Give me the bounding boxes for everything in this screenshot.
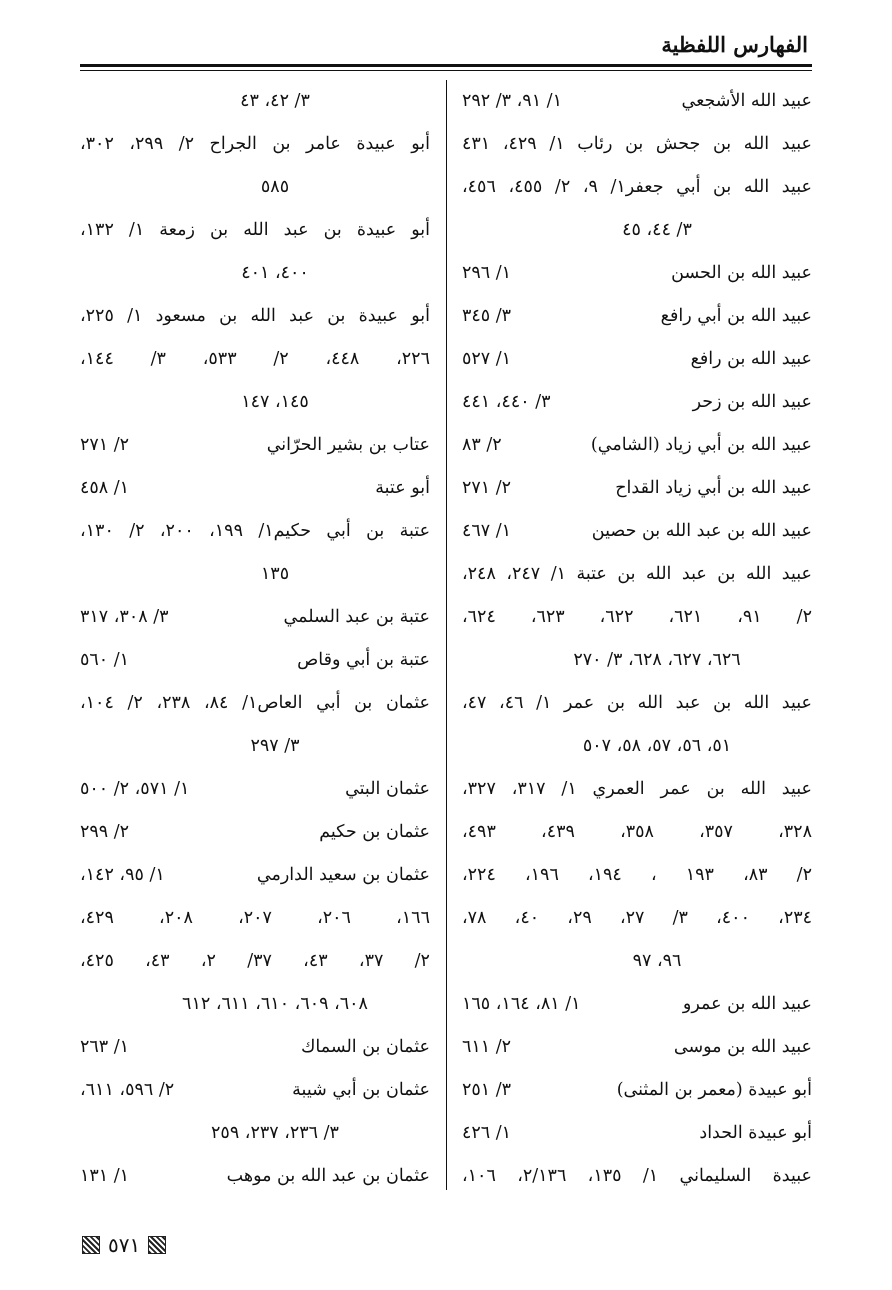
entry-refs: ٢/ ٢٧١ (80, 435, 130, 455)
index-line (80, 123, 430, 166)
index-entry (80, 768, 430, 811)
entry-name: عثمان بن أبي شيبة (292, 1080, 430, 1100)
index-entry (80, 424, 430, 467)
line-text: ٦٠٨، ٦٠٩، ٦١٠، ٦١١، ٦١٢ (182, 994, 368, 1014)
entry-name: عتبة بن عبد السلمي (283, 607, 430, 627)
index-entry (80, 639, 430, 682)
line-text: عبيد الله بن جحش بن رئاب ١/ ٤٢٩، ٤٣١ (462, 134, 812, 154)
entry-name: عبيد الله بن رافع (690, 349, 812, 369)
index-line (80, 209, 430, 252)
index-entry (462, 1069, 812, 1112)
entry-refs: ٢/ ٨٣ (462, 435, 502, 455)
entry-name: عثمان بن سعيد الدارمي (256, 865, 430, 885)
line-text: عتبة بن أبي حكيم١/ ١٩٩، ٢٠٠، ٢/ ١٣٠، (80, 521, 430, 541)
line-text: ٣٢٨، ٣٥٧، ٣٥٨، ٤٣٩، ٤٩٣، (462, 822, 812, 842)
entry-name: عثمان البتي (345, 779, 430, 799)
line-text: عبيد الله بن عبد الله بن عمر ١/ ٤٦، ٤٧، (462, 693, 812, 713)
entry-refs: ١/ ٤٦٧ (462, 521, 512, 541)
entry-refs: ١/ ٢٩٦ (462, 263, 512, 283)
entry-name: عبيد الله بن الحسن (671, 263, 812, 283)
entry-refs: ١/ ٤٢٦ (462, 1123, 512, 1143)
header-rule-thin (80, 70, 812, 71)
line-text: أبو عبيدة عامر بن الجراح ٢/ ٢٩٩، ٣٠٢، (80, 134, 430, 154)
entry-refs: ٣/ ٢٥١ (462, 1080, 512, 1100)
entry-name: عبيد الله بن أبي زياد القداح (615, 478, 812, 498)
entry-refs: ٢/ ٥٩٦، ٦١١، (80, 1080, 175, 1100)
index-continuation (80, 725, 430, 768)
index-continuation (462, 209, 812, 252)
ornament-icon (148, 1236, 166, 1254)
index-entry (462, 1026, 812, 1069)
index-continuation (80, 80, 430, 123)
index-line (462, 166, 812, 209)
index-line (462, 1155, 812, 1198)
line-text: أبو عبيدة بن عبد الله بن مسعود ١/ ٢٢٥، (80, 306, 430, 326)
entry-name: أبو عبيدة الحداد (699, 1123, 812, 1143)
index-entry (462, 424, 812, 467)
page-header (80, 26, 812, 62)
entry-refs: ٢/ ٦١١ (462, 1037, 512, 1057)
entry-refs: ١/ ٥٢٧ (462, 349, 512, 369)
line-text: عبيد الله بن عبد الله بن عتبة ١/ ٢٤٧، ٢٤٨، (462, 564, 812, 584)
entry-name: عبيد الله بن أبي رافع (660, 306, 812, 326)
index-continuation (462, 725, 812, 768)
index-line (462, 768, 812, 811)
entry-name: عتاب بن بشير الحرّاني (266, 435, 430, 455)
line-text: ٥١، ٥٦، ٥٧، ٥٨، ٥٠٧ (582, 736, 732, 756)
index-continuation (80, 166, 430, 209)
entry-refs: ١/ ٤٥٨ (80, 478, 130, 498)
index-column-left (80, 80, 430, 1198)
index-line (80, 897, 430, 940)
line-text: ٢/ ٩١، ٦٢١، ٦٢٢، ٦٢٣، ٦٢٤، (462, 607, 812, 627)
entry-name: عثمان بن السماك (300, 1037, 430, 1057)
index-line (462, 897, 812, 940)
line-text: ١٤٥، ١٤٧ (241, 392, 309, 412)
line-text: ٦٢٦، ٦٢٧، ٦٢٨، ٣/ ٢٧٠ (573, 650, 741, 670)
index-entry (80, 1069, 430, 1112)
line-text: أبو عبيدة بن عبد الله بن زمعة ١/ ١٣٢، (80, 220, 430, 240)
index-continuation (462, 940, 812, 983)
line-text: ١٣٥ (260, 564, 290, 584)
line-text: عثمان بن أبي العاص١/ ٨٤، ٢٣٨، ٢/ ١٠٤، (80, 693, 430, 713)
entry-refs: ٣/ ٣٤٥ (462, 306, 512, 326)
index-entry (462, 1112, 812, 1155)
line-text: ١٦٦، ٢٠٦، ٢٠٧، ٢٠٨، ٤٢٩، (80, 908, 430, 928)
entry-name: عبيد الله بن عمرو (682, 994, 812, 1014)
entry-name: عتبة بن أبي وقاص (297, 650, 430, 670)
index-line (462, 854, 812, 897)
entry-name: عبيد الله الأشجعي (681, 91, 812, 111)
entry-name: أبو عبيدة (معمر بن المثنى) (616, 1080, 812, 1100)
index-entry (80, 1155, 430, 1198)
index-entry (80, 596, 430, 639)
entry-refs: ١/ ١٣١ (80, 1166, 130, 1186)
entry-refs: ١/ ٥٦٠ (80, 650, 130, 670)
index-entry (462, 381, 812, 424)
line-text: ٣/ ٢٣٦، ٢٣٧، ٢٥٩ (211, 1123, 339, 1143)
index-line (80, 295, 430, 338)
entry-refs: ٣/ ٣٠٨، ٣١٧ (80, 607, 169, 627)
entry-name: عبيد الله بن زحر (692, 392, 812, 412)
line-text: ٢٢٦، ٤٤٨، ٢/ ٥٣٣، ٣/ ١٤٤، (80, 349, 430, 369)
entry-refs: ١/ ٩١، ٣/ ٢٩٢ (462, 91, 562, 111)
index-line (80, 940, 430, 983)
entry-name: عثمان بن عبد الله بن موهب (226, 1166, 430, 1186)
index-entry (462, 338, 812, 381)
index-line (462, 682, 812, 725)
index-line (462, 553, 812, 596)
index-entry (462, 510, 812, 553)
line-text: عبيد الله بن أبي جعفر١/ ٩، ٢/ ٤٥٥، ٤٥٦، (462, 177, 812, 197)
line-text: ٣/ ٢٩٧ (250, 736, 300, 756)
index-entry (80, 811, 430, 854)
index-entry (462, 983, 812, 1026)
line-text: عبيد الله بن عمر العمري ١/ ٣١٧، ٣٢٧، (462, 779, 812, 799)
page-footer (82, 1230, 166, 1260)
entry-refs: ٢/ ٢٧١ (462, 478, 512, 498)
index-line (80, 338, 430, 381)
entry-refs: ١/ ٥٧١، ٢/ ٥٠٠ (80, 779, 190, 799)
entry-name: عثمان بن حكيم (319, 822, 430, 842)
line-text: عبيدة السليماني ١/ ١٣٥، ٢/١٣٦، ١٠٦، (462, 1166, 812, 1186)
entry-refs: ١/ ٩٥، ١٤٢، (80, 865, 165, 885)
index-continuation (80, 1112, 430, 1155)
index-continuation (80, 381, 430, 424)
entry-refs: ٣/ ٤٤٠، ٤٤١ (462, 392, 551, 412)
line-text: ٢/ ٨٣، ١٩٣ ، ١٩٤، ١٩٦، ٢٢٤، (462, 865, 812, 885)
index-entry (80, 854, 430, 897)
index-entry (80, 1026, 430, 1069)
entry-name: عبيد الله بن موسى (673, 1037, 812, 1057)
entry-name: عبيد الله بن عبد الله بن حصين (591, 521, 812, 541)
entry-refs: ٢/ ٢٩٩ (80, 822, 130, 842)
entry-name: عبيد الله بن أبي زياد (الشامي) (590, 435, 812, 455)
index-entry (462, 467, 812, 510)
line-text: ٢/ ٣٧، ٤٣، ٣٧/ ٢، ٤٣، ٤٢٥، (80, 951, 430, 971)
line-text: ٤٠٠، ٤٠١ (241, 263, 309, 283)
column-divider (446, 80, 447, 1190)
index-entry (462, 295, 812, 338)
index-line (462, 596, 812, 639)
index-entry (462, 252, 812, 295)
index-line (80, 510, 430, 553)
index-continuation (80, 983, 430, 1026)
index-line (462, 811, 812, 854)
ornament-icon (82, 1236, 100, 1254)
entry-refs: ١/ ٢٦٣ (80, 1037, 130, 1057)
index-continuation (462, 639, 812, 682)
line-text: ٩٦، ٩٧ (632, 951, 682, 971)
line-text: ٣/ ٤٢، ٤٣ (240, 91, 310, 111)
index-entry (80, 467, 430, 510)
line-text: ٢٣٤، ٤٠٠، ٣/ ٢٧، ٢٩، ٤٠، ٧٨، (462, 908, 812, 928)
index-continuation (80, 252, 430, 295)
index-column-right (462, 80, 812, 1198)
index-entry (462, 80, 812, 123)
entry-name: أبو عتبة (375, 478, 430, 498)
header-rule-thick (80, 64, 812, 67)
page-number: ٥٧١ (108, 1233, 141, 1257)
line-text: ٥٨٥ (260, 177, 290, 197)
entry-refs: ١/ ٨١، ١٦٤، ١٦٥ (462, 994, 581, 1014)
index-line (462, 123, 812, 166)
index-continuation (80, 553, 430, 596)
line-text: ٣/ ٤٤، ٤٥ (622, 220, 692, 240)
page-title: الفهارس اللفظية (661, 32, 808, 57)
index-line (80, 682, 430, 725)
